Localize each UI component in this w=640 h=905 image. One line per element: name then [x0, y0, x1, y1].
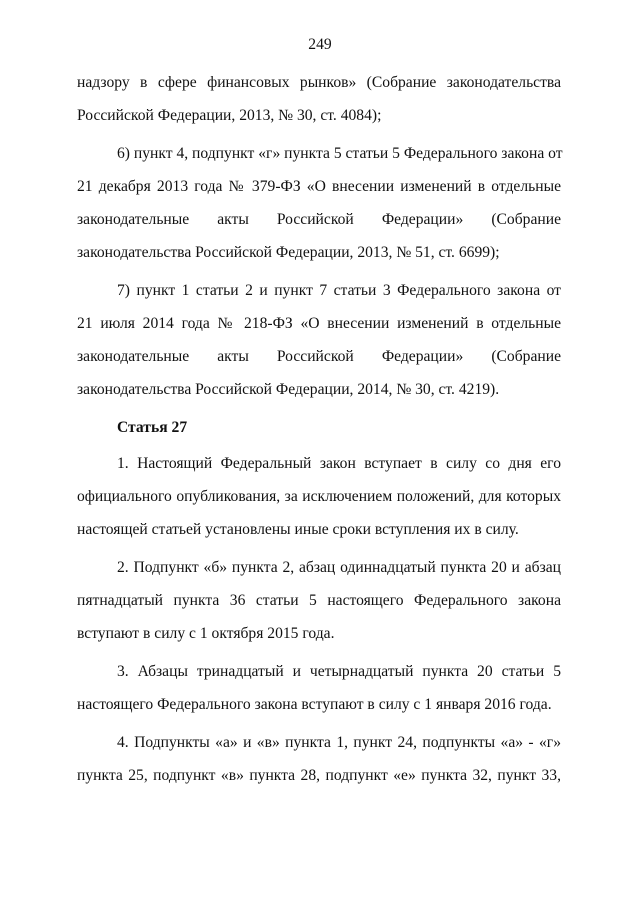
page-number: 249	[308, 36, 332, 53]
text-line: 21 декабря 2013 года № 379-ФЗ «О внесении изменений в отдельные	[77, 178, 561, 195]
text-line: 1. Настоящий Федеральный закон вступает в силу со дня его	[117, 455, 561, 472]
text-line: 3. Абзацы тринадцатый и четырнадцатый пункта 20 статьи 5	[117, 663, 561, 680]
text-line: 4. Подпункты «а» и «в» пункта 1, пункт 24, подпункты «а» - «г»	[117, 734, 561, 751]
text-line: официального опубликования, за исключением положений, для которых	[77, 488, 561, 505]
text-line: законодательства Российской Федерации, 2014, № 30, ст. 4219).	[77, 381, 500, 398]
text-line: настоящего Федерального закона вступают в силу с 1 января 2016 года.	[77, 696, 552, 713]
article-heading: Статья 27	[117, 419, 188, 436]
text-line: надзору в сфере финансовых рынков» (Собрание законодательства	[77, 74, 561, 91]
text-line: настоящей статьей установлены иные сроки вступления их в силу.	[77, 521, 519, 538]
text-line: 7) пункт 1 статьи 2 и пункт 7 статьи 3 Федерального закона от	[117, 282, 561, 299]
text-line: 6) пункт 4, подпункт «г» пункта 5 статьи 5 Федерального закона от	[117, 145, 563, 162]
text-line: 21 июля 2014 года № 218-ФЗ «О внесении изменений в отдельные	[77, 315, 561, 332]
text-line: вступают в силу с 1 октября 2015 года.	[77, 625, 335, 642]
text-line: пункта 25, подпункт «в» пункта 28, подпункт «е» пункта 32, пункт 33,	[77, 767, 561, 784]
text-line: 2. Подпункт «б» пункта 2, абзац одиннадцатый пункта 20 и абзац	[117, 559, 561, 576]
text-line: законодательные акты Российской Федерации» (Собрание	[77, 211, 561, 228]
text-line: Российской Федерации, 2013, № 30, ст. 4084);	[77, 107, 382, 124]
text-line: законодательные акты Российской Федерации» (Собрание	[77, 348, 561, 365]
text-line: законодательства Российской Федерации, 2013, № 51, ст. 6699);	[77, 244, 500, 261]
text-line: пятнадцатый пункта 36 статьи 5 настоящего Федерального закона	[77, 592, 561, 609]
